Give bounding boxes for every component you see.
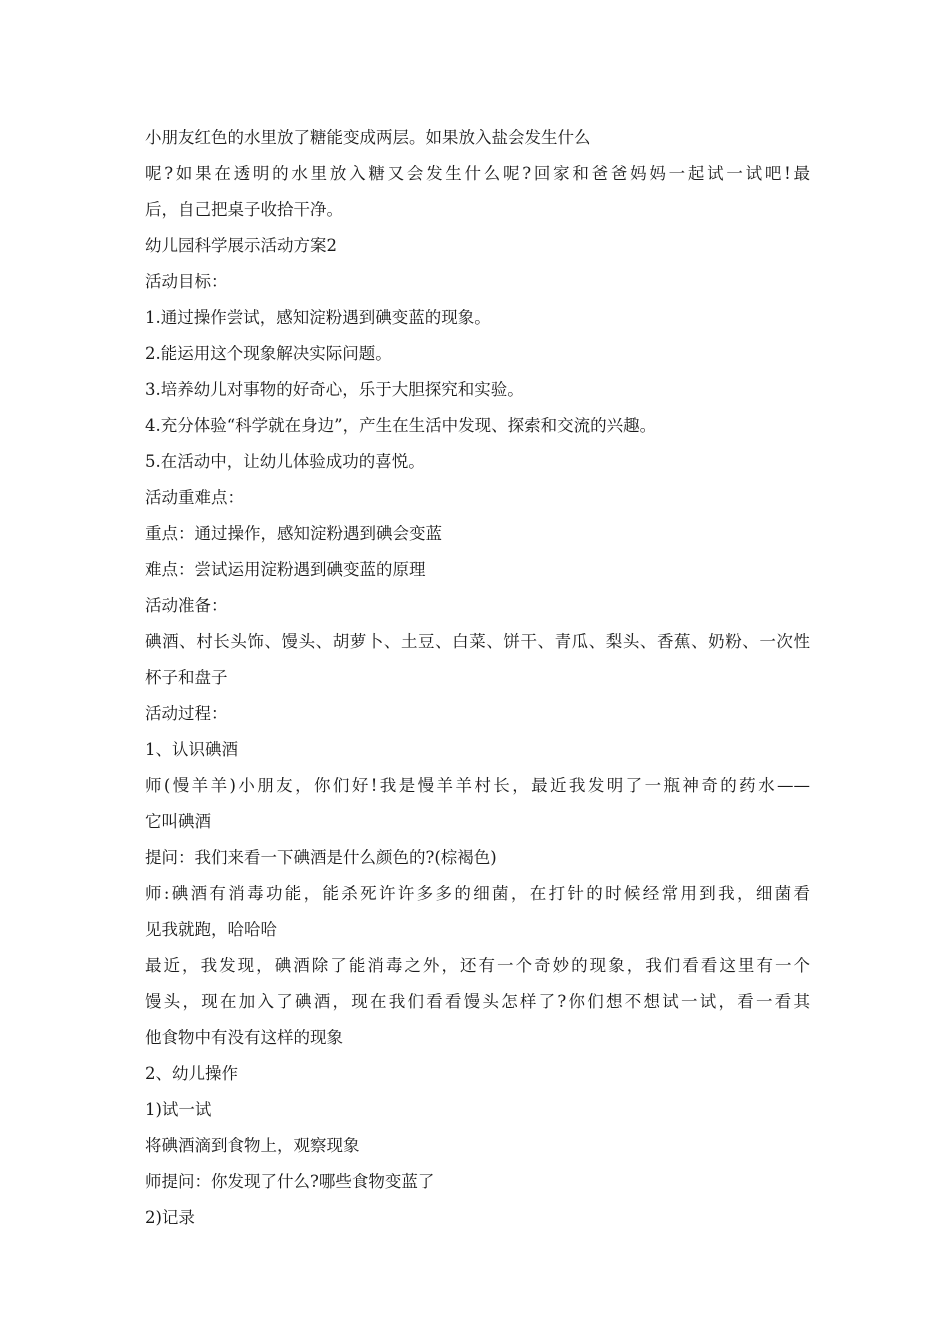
list-item: 5.在活动中，让幼儿体验成功的喜悦。 bbox=[145, 452, 425, 471]
heading-key-points: 活动重难点： bbox=[145, 488, 244, 507]
text-line: 提问：我们来看一下碘酒是什么颜色的?(棕褐色) bbox=[145, 848, 497, 867]
step-heading: 2、幼儿操作 bbox=[145, 1064, 238, 1083]
text-line: 师提问：你发现了什么?哪些食物变蓝了 bbox=[145, 1172, 435, 1191]
step-heading: 1、认识碘酒 bbox=[145, 740, 238, 759]
list-item: 1.通过操作尝试，感知淀粉遇到碘变蓝的现象。 bbox=[145, 308, 491, 327]
sub-step-heading: 2)记录 bbox=[145, 1208, 195, 1227]
text-line: 呢?如果在透明的水里放入糖又会发生什么呢?回家和爸爸妈妈一起试一试吧!最 bbox=[145, 164, 810, 183]
heading-objectives: 活动目标： bbox=[145, 272, 228, 291]
text-line: 师(慢羊羊)小朋友，你们好!我是慢羊羊村长，最近我发明了一瓶神奇的药水—— bbox=[145, 776, 810, 795]
heading-process: 活动过程： bbox=[145, 704, 228, 723]
text-line: 后，自己把桌子收拾干净。 bbox=[145, 200, 343, 219]
list-item: 3.培养幼儿对事物的好奇心，乐于大胆探究和实验。 bbox=[145, 380, 524, 399]
text-line: 难点：尝试运用淀粉遇到碘变蓝的原理 bbox=[145, 560, 426, 579]
section-title: 幼儿园科学展示活动方案2 bbox=[145, 236, 337, 255]
text-line: 碘酒、村长头饰、馒头、胡萝卜、土豆、白菜、饼干、青瓜、梨头、香蕉、奶粉、一次性 bbox=[145, 632, 810, 651]
document-body bbox=[145, 120, 810, 1236]
text-line: 重点：通过操作，感知淀粉遇到碘会变蓝 bbox=[145, 524, 442, 543]
text-line: 将碘酒滴到食物上，观察现象 bbox=[145, 1136, 360, 1155]
heading-preparation: 活动准备： bbox=[145, 596, 228, 615]
text-line: 馒头，现在加入了碘酒，现在我们看看馒头怎样了?你们想不想试一试，看一看其 bbox=[145, 992, 810, 1011]
text-line: 师:碘酒有消毒功能，能杀死许许多多的细菌，在打针的时候经常用到我，细菌看 bbox=[145, 884, 810, 903]
text-line: 杯子和盘子 bbox=[145, 668, 228, 687]
text-line: 他食物中有没有这样的现象 bbox=[145, 1028, 343, 1047]
text-line: 小朋友红色的水里放了糖能变成两层。如果放入盐会发生什么 bbox=[145, 128, 591, 147]
text-line: 它叫碘酒 bbox=[145, 812, 211, 831]
text-line: 见我就跑，哈哈哈 bbox=[145, 920, 277, 939]
text-line: 最近，我发现，碘酒除了能消毒之外，还有一个奇妙的现象，我们看看这里有一个 bbox=[145, 956, 810, 975]
sub-step-heading: 1)试一试 bbox=[145, 1100, 212, 1119]
list-item: 2.能运用这个现象解决实际问题。 bbox=[145, 344, 392, 363]
list-item: 4.充分体验“科学就在身边”，产生在生活中发现、探索和交流的兴趣。 bbox=[145, 416, 657, 435]
